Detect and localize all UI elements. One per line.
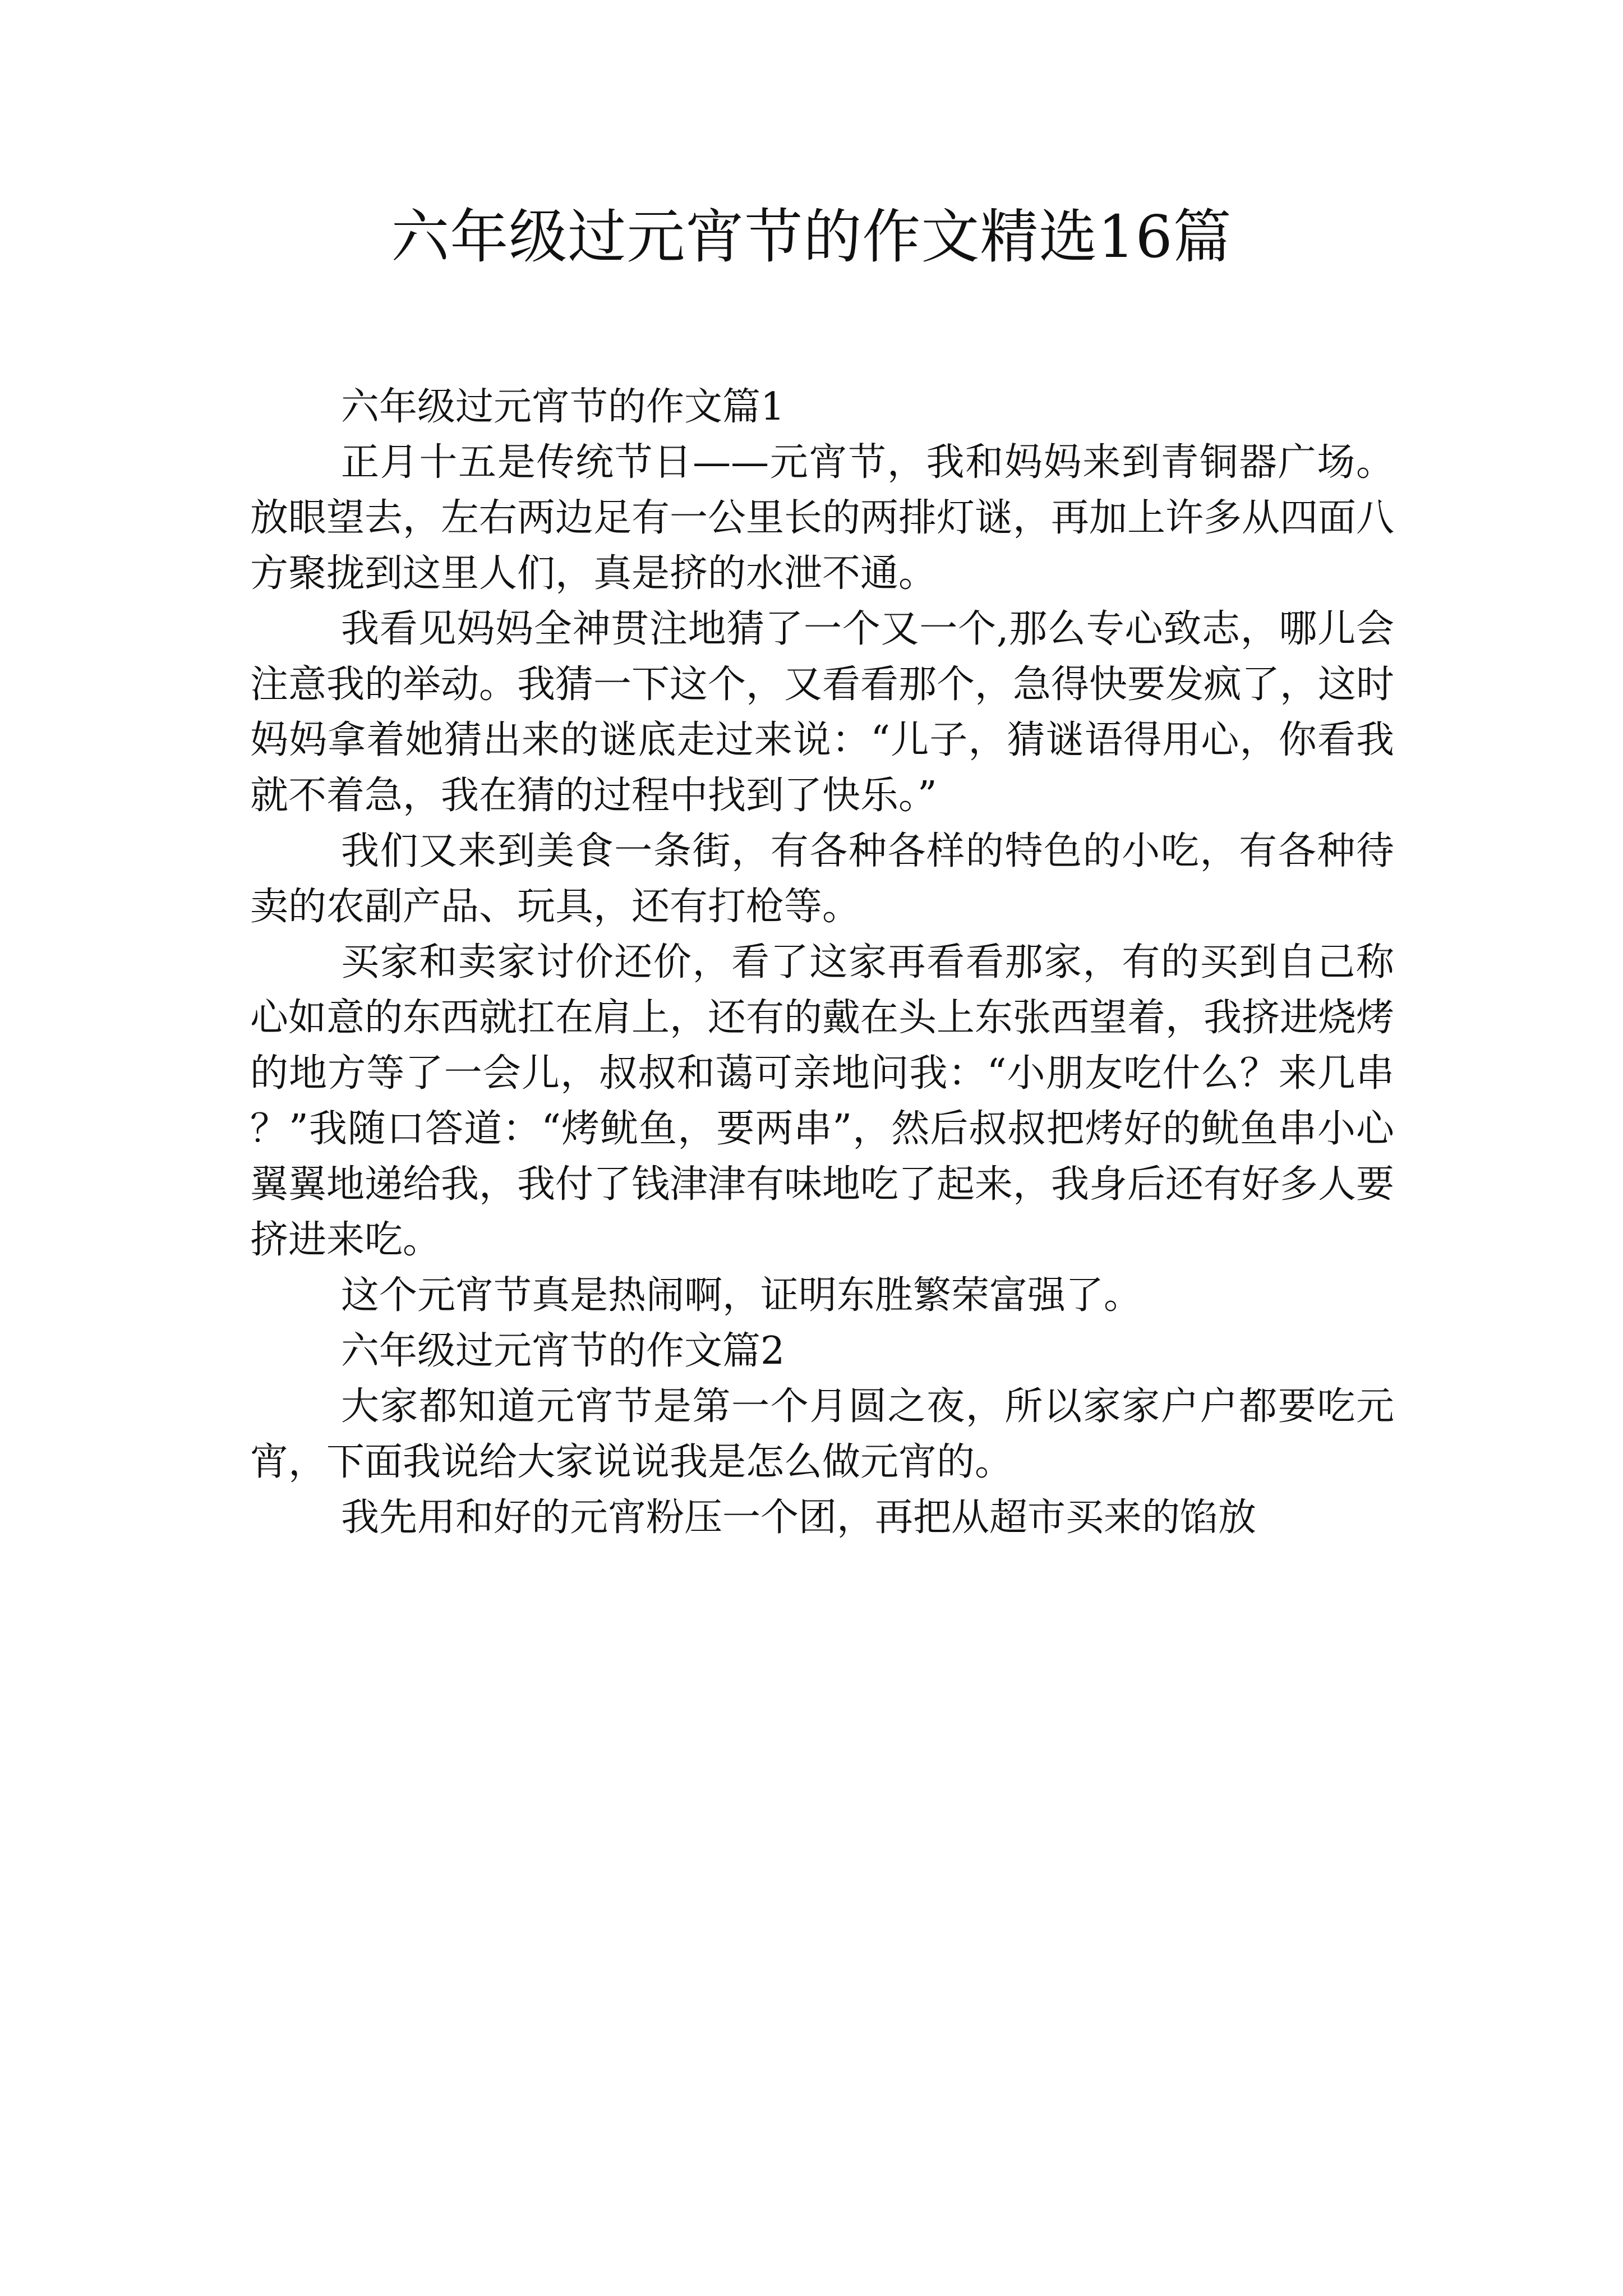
paragraph: 我看见妈妈全神贯注地猜了一个又一个,那么专心致志，哪儿会注意我的举动。我猜一下这个，又看看那个，急得快要发疯了，这时妈妈拿着她猜出来的谜底走过来说：“儿子，猜谜语得用心，你看我就不着急，我在猜的过程中找到了快乐。” bbox=[250, 607, 1395, 818]
paragraph: 我先用和好的元宵粉压一个团，再把从超市买来的馅放 bbox=[341, 1496, 1257, 1540]
section-heading: 六年级过元宵节的作文篇1 bbox=[341, 385, 785, 429]
paragraph: 买家和卖家讨价还价，看了这家再看看那家，有的买到自己称心如意的东西就扛在肩上，还有的戴在头上东张西望着，我挤进烧烤的地方等了一会儿，叔叔和蔼可亲地问我：“小朋友吃什么？来几串？”我随口答道：“烤鱿鱼，要两串”，然后叔叔把烤好的鱿鱼串小心翼翼地递给我，我付了钱津津有味地吃了起来，我身后还有好多人要挤进来吃。 bbox=[250, 940, 1395, 1262]
section-heading: 六年级过元宵节的作文篇2 bbox=[341, 1329, 785, 1373]
document-body bbox=[250, 379, 1394, 1545]
paragraph: 我们又来到美食一条街，有各种各样的特色的小吃，有各种待卖的农副产品、玩具，还有打枪等。 bbox=[250, 829, 1394, 929]
paragraph: 这个元宵节真是热闹啊，证明东胜繁荣富强了。 bbox=[341, 1273, 1142, 1318]
paragraph: 正月十五是传统节日——元宵节，我和妈妈来到青铜器广场。放眼望去，左右两边足有一公里长的两排灯谜，再加上许多从四面八方聚拢到这里人们，真是挤的水泄不通。 bbox=[250, 440, 1395, 596]
paragraph: 大家都知道元宵节是第一个月圆之夜，所以家家户户都要吃元宵，下面我说给大家说说我是怎么做元宵的。 bbox=[250, 1384, 1394, 1484]
document-title: 六年级过元宵节的作文精选16篇 bbox=[391, 203, 1232, 271]
